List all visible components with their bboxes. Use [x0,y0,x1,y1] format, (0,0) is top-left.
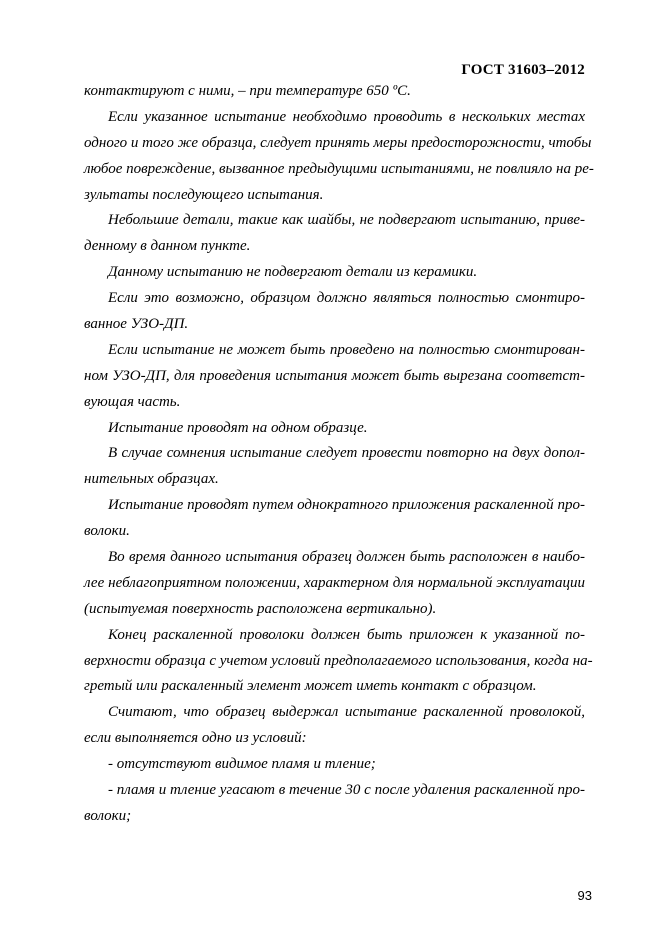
text-line: нительных образцах. [84,471,219,488]
text-line: одного и того же образца, следует принять меры предосторожности, чтобы [84,134,592,151]
text-line: Если испытание не может быть проведено на полностью смонтирован- [108,341,585,358]
list-item: - пламя и тление угасают в течение 30 с после удаления раскаленной про- [108,782,585,799]
list-item: - отсутствуют видимое пламя и тление; [108,756,376,773]
text-line: Считают, что образец выдержал испытание раскаленной проволокой, [108,704,585,721]
standard-header: ГОСТ 31603–2012 [461,62,585,78]
text-line: Во время данного испытания образец должен быть расположен в наибо- [108,549,585,566]
text-line: зультаты последующего испытания. [84,186,324,203]
text-line: верхности образца с учетом условий предполагаемого использования, когда на- [84,652,593,669]
text-line: контактируют с ними, – при температуре 650 ºС. [84,83,411,99]
text-line: Если указанное испытание необходимо проводить в нескольких местах [108,108,585,125]
text-line: волоки. [84,523,130,540]
text-line: если выполняется одно из условий: [84,730,307,747]
document-body [84,79,594,830]
text-line: ном УЗО-ДП, для проведения испытания может быть вырезана соответст- [84,367,585,384]
text-line: ванное УЗО-ДП. [84,316,189,333]
text-line: Данному испытанию не подвергают детали из керамики. [108,264,478,281]
text-line: волоки; [84,807,132,824]
text-line: Испытание проводят на одном образце. [108,419,368,436]
text-line: денному в данном пункте. [84,238,251,255]
text-line: Испытание проводят путем однократного приложения раскаленной про- [108,497,585,514]
text-line: вующая часть. [84,393,181,410]
text-line: лее неблагоприятном положении, характерном для нормальной эксплуатации [84,574,585,591]
text-line: Небольшие детали, такие как шайбы, не подвергают испытанию, приве- [108,212,585,229]
text-line: В случае сомнения испытание следует провести повторно на двух допол- [108,445,585,462]
text-line: (испытуемая поверхность расположена вертикально). [84,600,437,617]
text-line: Если это возможно, образцом должно являться полностью смонтиро- [108,290,585,307]
text-line: гретый или раскаленный элемент может иметь контакт с образцом. [84,678,537,695]
text-line: Конец раскаленной проволоки должен быть приложен к указанной по- [108,626,585,643]
page-number: 93 [577,888,592,903]
text-line: любое повреждение, вызванное предыдущими испытаниями, не повлияло на ре- [84,160,594,177]
